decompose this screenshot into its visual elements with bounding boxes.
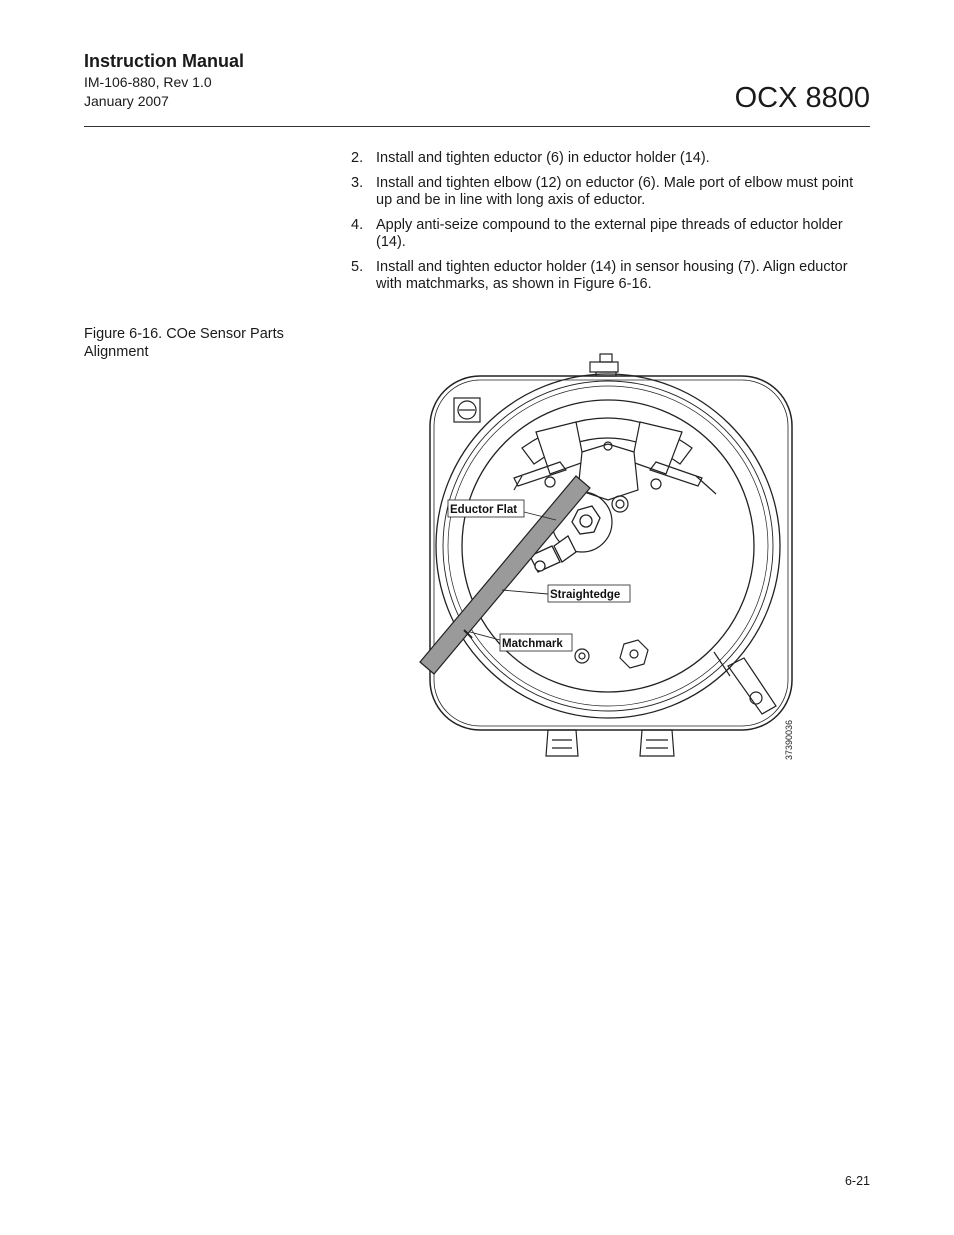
right-clamp	[714, 652, 776, 714]
figure-caption: Figure 6-16. COe Sensor Parts Alignment	[84, 326, 284, 360]
callout-straightedge	[502, 585, 630, 602]
svg-text:Matchmark: Matchmark	[502, 638, 563, 650]
step-number: 4.	[351, 216, 364, 233]
cable-glands	[546, 730, 674, 756]
lower-fittings	[575, 640, 648, 668]
header-rule	[84, 126, 870, 127]
sensor-housing	[430, 376, 792, 730]
procedure-step	[351, 217, 871, 252]
product-name: OCX 8800	[734, 82, 870, 114]
coe-sensor-alignment-figure	[410, 340, 810, 770]
procedure-step	[351, 175, 871, 210]
svg-text:Eductor Flat: Eductor Flat	[450, 504, 518, 516]
manual-title: Instruction Manual	[84, 51, 245, 71]
step-number: 2.	[351, 150, 364, 166]
step-text: Install and tighten eductor (6) in eductor holder (14).	[376, 150, 710, 166]
procedure-step	[351, 259, 871, 294]
step-text: Install and tighten elbow (12) on eductor (6). Male port of elbow must point up and be in line with long axis of eductor.	[376, 174, 854, 208]
procedure-step	[351, 150, 871, 168]
page-number: 6-21	[844, 1174, 870, 1188]
step-number: 5.	[351, 258, 364, 275]
step-text: Install and tighten eductor holder (14) in sensor housing (7). Align eductor with matchmarks, as shown in Figure 6-16.	[376, 258, 848, 292]
step-number: 3.	[351, 174, 364, 191]
drawing-id: 37390036	[784, 719, 794, 760]
document-date: January 2007	[84, 93, 169, 109]
step-text: Apply anti-seize compound to the external pipe threads of eductor holder (14).	[376, 216, 843, 250]
document-number: IM-106-880, Rev 1.0	[84, 74, 212, 90]
callout-eductor-flat	[448, 500, 556, 520]
top-fitting	[590, 354, 618, 376]
procedure-steps	[351, 150, 871, 301]
corner-screw	[454, 398, 480, 422]
svg-text:Straightedge: Straightedge	[550, 589, 621, 601]
sensor-bracket	[514, 418, 716, 500]
